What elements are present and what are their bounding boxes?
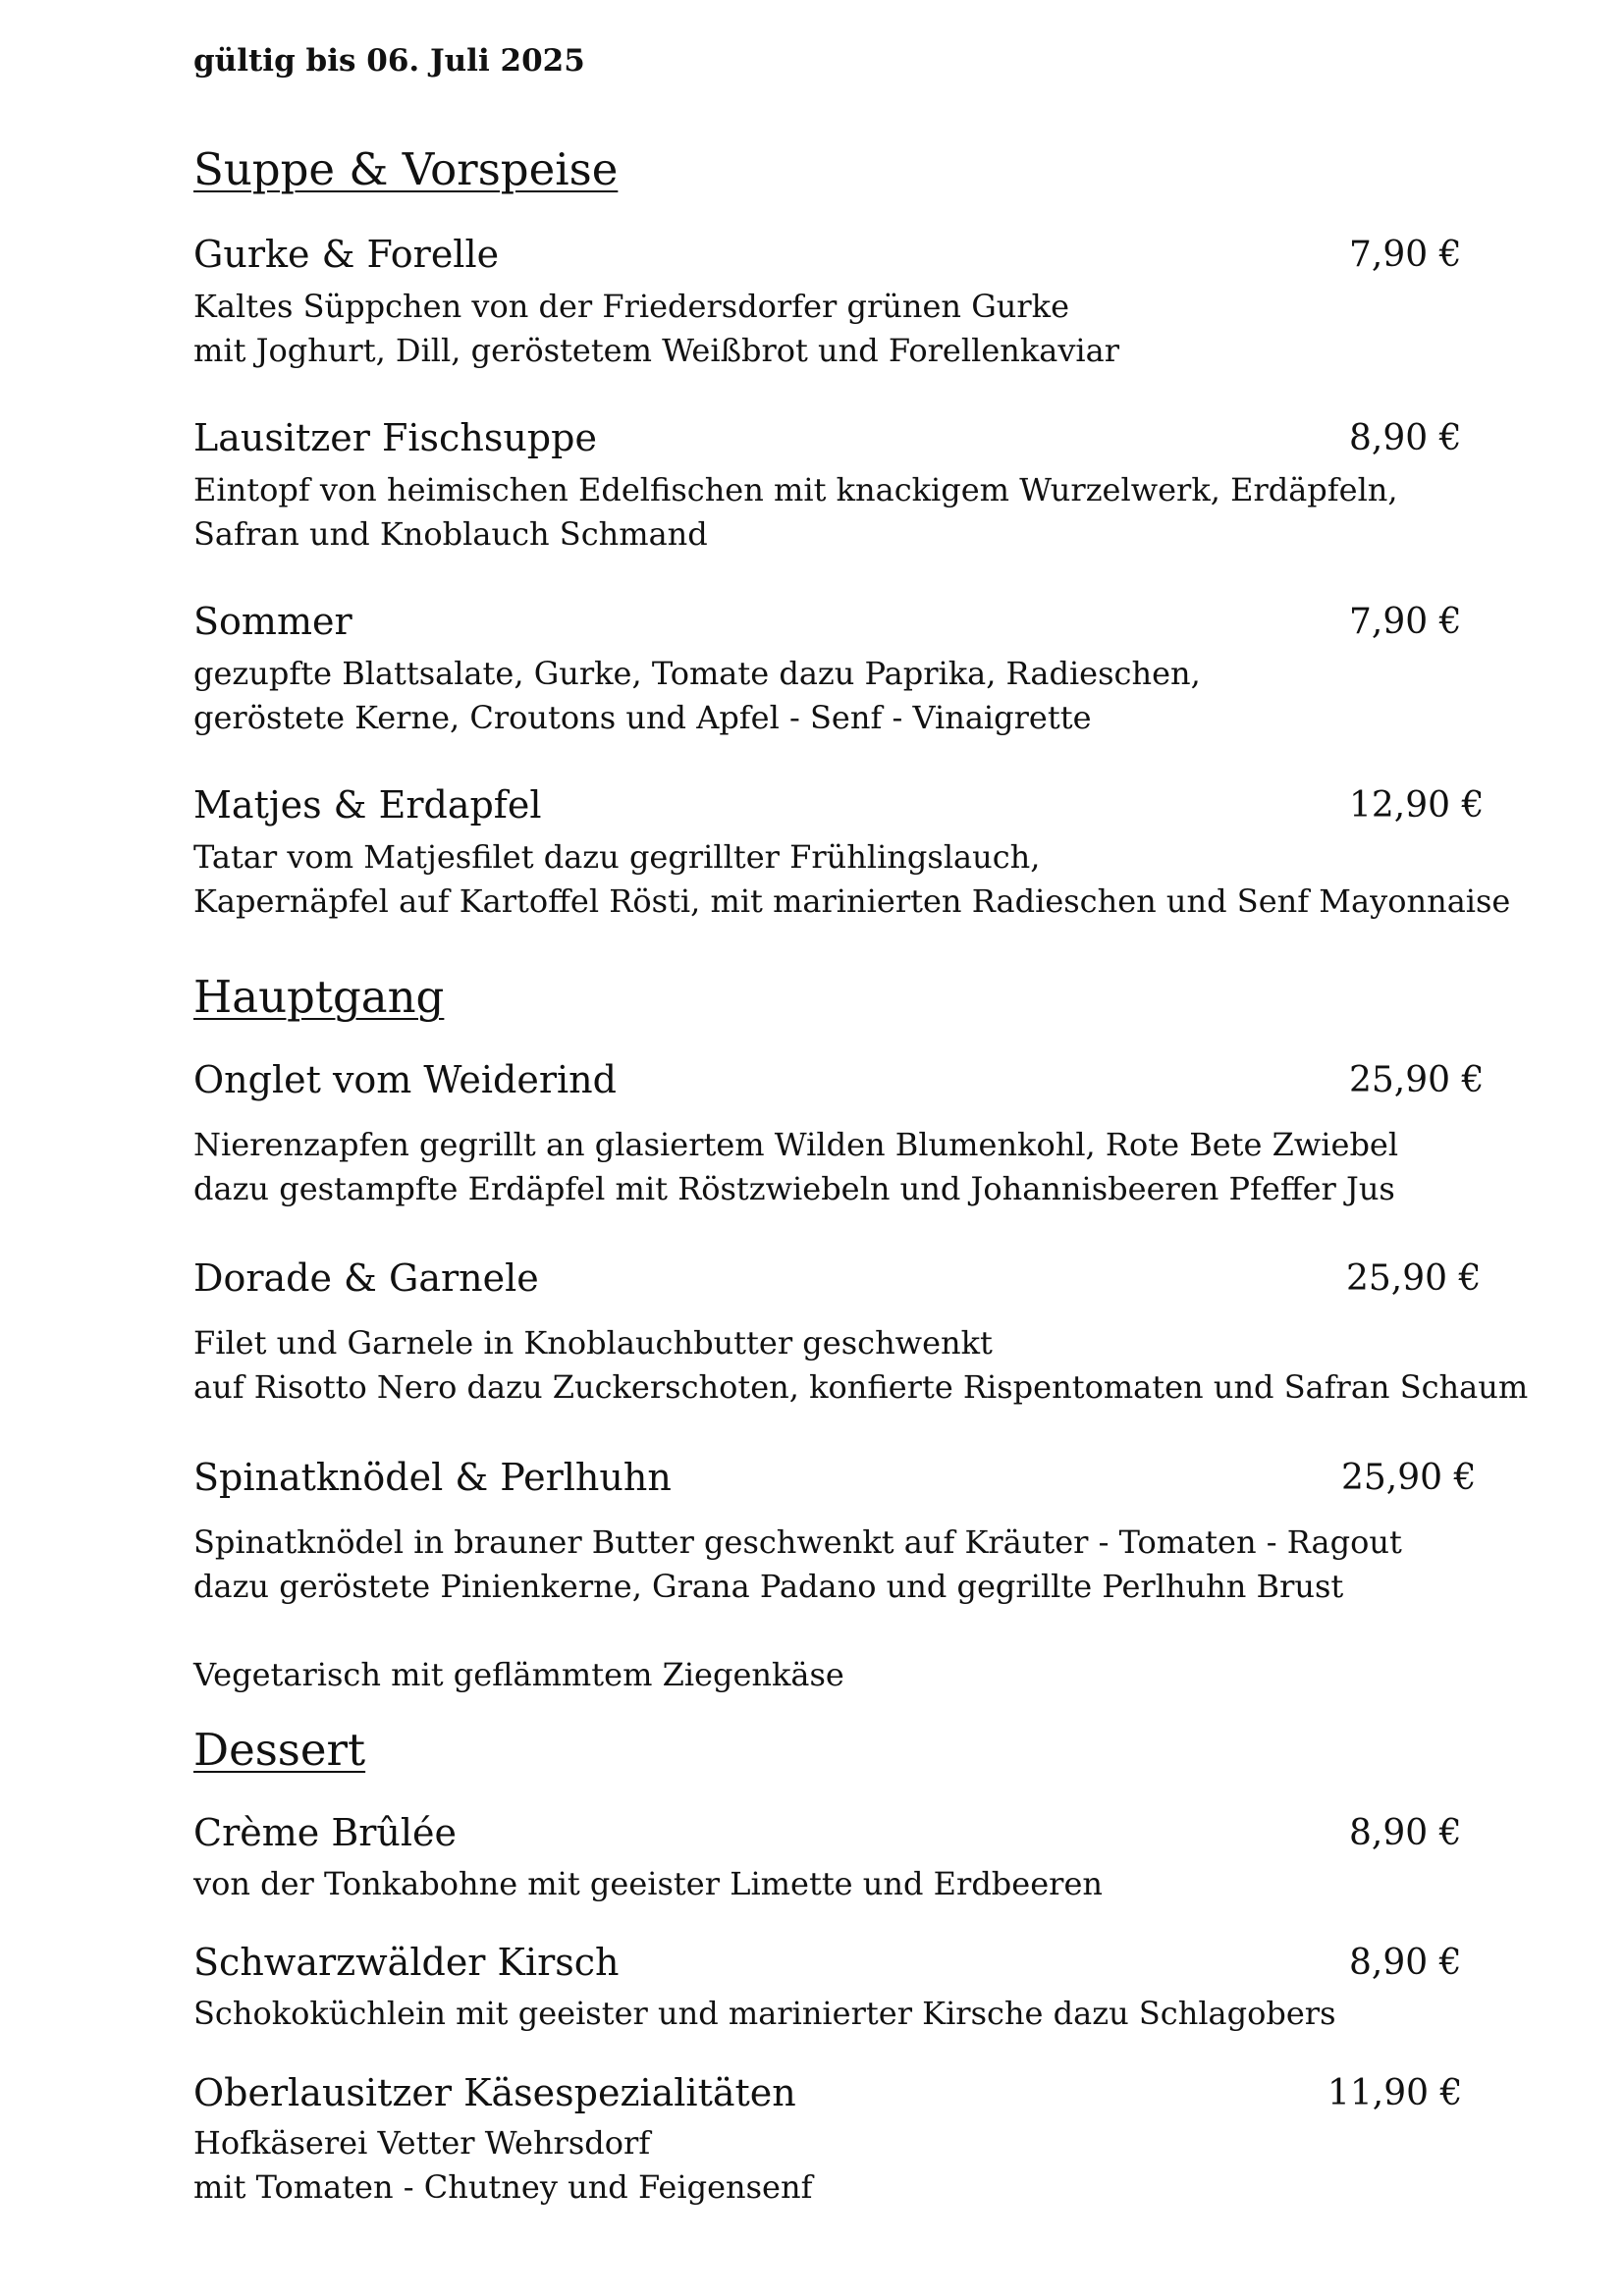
dish-description-line: Filet und Garnele in Knoblauchbutter geschwenkt [193, 1324, 993, 1362]
dish-description-line: von der Tonkabohne mit geeister Limette und Erdbeeren [193, 1865, 1103, 1902]
dish-description-line: Schokoküchlein mit geeister und marinierter Kirsche dazu Schlagobers [193, 1995, 1336, 2032]
dish-price: 7,90 € [1349, 602, 1462, 642]
dish-price: 12,90 € [1349, 785, 1485, 826]
dish-description-line: Eintopf von heimischen Edelfischen mit knackigem Wurzelwerk, Erdäpfeln, [193, 471, 1398, 508]
dish-name: Spinatknödel & Perlhuhn [193, 1456, 672, 1499]
section-title-main-course: Hauptgang [193, 971, 445, 1023]
dish-description-line: Kapernäpfel auf Kartoffel Rösti, mit marinierten Radieschen und Senf Mayonnaise [193, 882, 1511, 920]
dish-name: Matjes & Erdapfel [193, 783, 542, 827]
dish-price: 25,90 € [1341, 1458, 1477, 1498]
dish-name: Gurke & Forelle [193, 233, 500, 276]
dish-description-line: mit Joghurt, Dill, geröstetem Weißbrot und Forellenkaviar [193, 332, 1120, 369]
dish-price: 8,90 € [1349, 1813, 1462, 1853]
dish-price: 8,90 € [1349, 418, 1462, 458]
dish-description-line: Nierenzapfen gegrillt an glasiertem Wilden Blumenkohl, Rote Bete Zwiebel [193, 1126, 1399, 1163]
dish-description-line: Kaltes Süppchen von der Friedersdorfer grünen Gurke [193, 288, 1069, 325]
dish-name: Onglet vom Weiderind [193, 1058, 617, 1101]
dish-description-line: geröstete Kerne, Croutons und Apfel - Senf - Vinaigrette [193, 699, 1092, 736]
dish-description-line: Tatar vom Matjesfilet dazu gegrillter Frühlingslauch, [193, 838, 1041, 876]
dish-description-line: Hofkäserei Vetter Wehrsdorf [193, 2124, 651, 2162]
dish-name: Lausitzer Fischsuppe [193, 416, 597, 459]
dish-description-line: dazu gestampfte Erdäpfel mit Röstzwiebeln und Johannisbeeren Pfeffer Jus [193, 1170, 1395, 1207]
dish-description-line: Spinatknödel in brauner Butter geschwenkt auf Kräuter - Tomaten - Ragout [193, 1523, 1402, 1561]
dish-price: 8,90 € [1349, 1943, 1462, 1983]
dish-description-line: gezupfte Blattsalate, Gurke, Tomate dazu Paprika, Radieschen, [193, 655, 1201, 692]
dish-name: Schwarzwälder Kirsch [193, 1941, 620, 1984]
vegetarian-note: Vegetarisch mit geflämmtem Ziegenkäse [193, 1656, 844, 1693]
section-title-dessert: Dessert [193, 1724, 366, 1776]
dish-name: Dorade & Garnele [193, 1256, 539, 1300]
dish-price: 25,90 € [1349, 1060, 1485, 1100]
dish-description-line: dazu geröstete Pinienkerne, Grana Padano und gegrillte Perlhuhn Brust [193, 1568, 1344, 1605]
dish-description-line: mit Tomaten - Chutney und Feigensenf [193, 2168, 813, 2206]
dish-name: Sommer [193, 600, 352, 643]
dish-name: Crème Brûlée [193, 1811, 458, 1854]
dish-price: 7,90 € [1349, 235, 1462, 275]
dish-price: 11,90 € [1327, 2073, 1463, 2113]
dish-description-line: auf Risotto Nero dazu Zuckerschoten, konfierte Rispentomaten und Safran Schaum [193, 1368, 1529, 1406]
section-title-starters: Suppe & Vorspeise [193, 143, 619, 195]
dish-price: 25,90 € [1346, 1258, 1482, 1299]
dish-description-line: Safran und Knoblauch Schmand [193, 515, 708, 553]
dish-name: Oberlausitzer Käsespezialitäten [193, 2071, 796, 2114]
validity-note: gültig bis 06. Juli 2025 [193, 43, 585, 79]
